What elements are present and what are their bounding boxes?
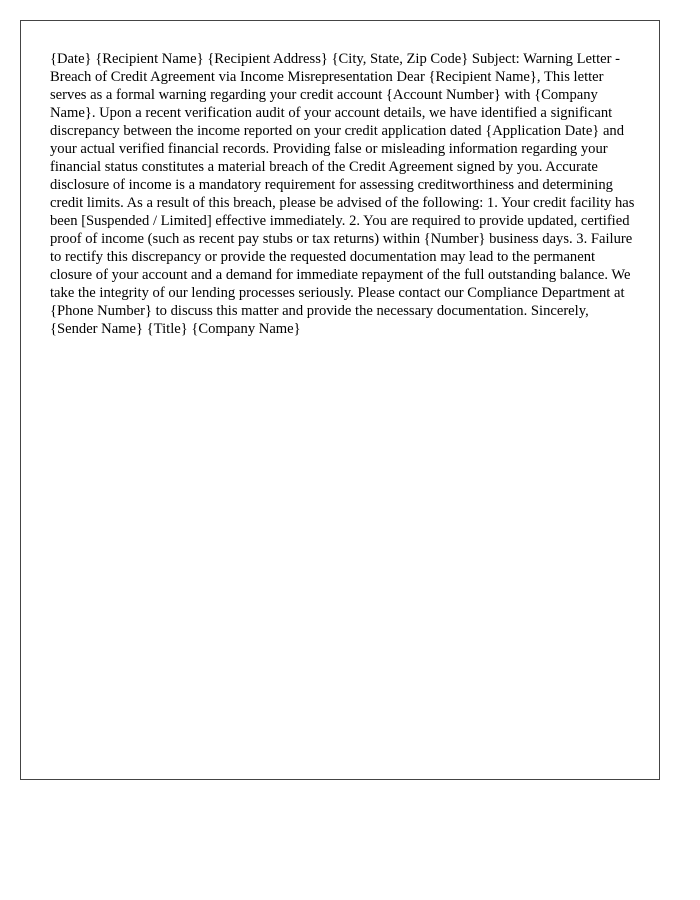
letter-body-text: {Date} {Recipient Name} {Recipient Address} {City, State, Zip Code} Subject: Warning Letter - Breach of Credit Agreement via Income Misrepresentation Dear {Recipient Name}, This letter serves as a formal warning regarding your credit account {Account Number} with {Company Name}. Upon a recent verification audit of your account details, we have identified a significant discrepancy between the income reported on your credit application dated {Application Date} and your actual verified financial records. Providing false or misleading information regarding your financial status constitutes a material breach of the Credit Agreement signed by you. Accurate disclosure of income is a mandatory requirement for assessing creditworthiness and determining credit limits. As a result of this breach, please be advised of the following: 1. Your credit facility has been [Suspended / Limited] effective immediately. 2. You are required to provide updated, certified proof of income (such as recent pay stubs or tax returns) within {Number} business days. 3. Failure to rectify this discrepancy or provide the requested documentation may lead to the permanent closure of your account and a demand for immediate repayment of the full outstanding balance. We take the integrity of our lending processes seriously. Please contact our Compliance Department at {Phone Number} to discuss this matter and provide the necessary documentation. Sincerely, {Sender Name} {Title} {Company Name} (50, 51, 635, 337)
letter-page (20, 20, 660, 780)
